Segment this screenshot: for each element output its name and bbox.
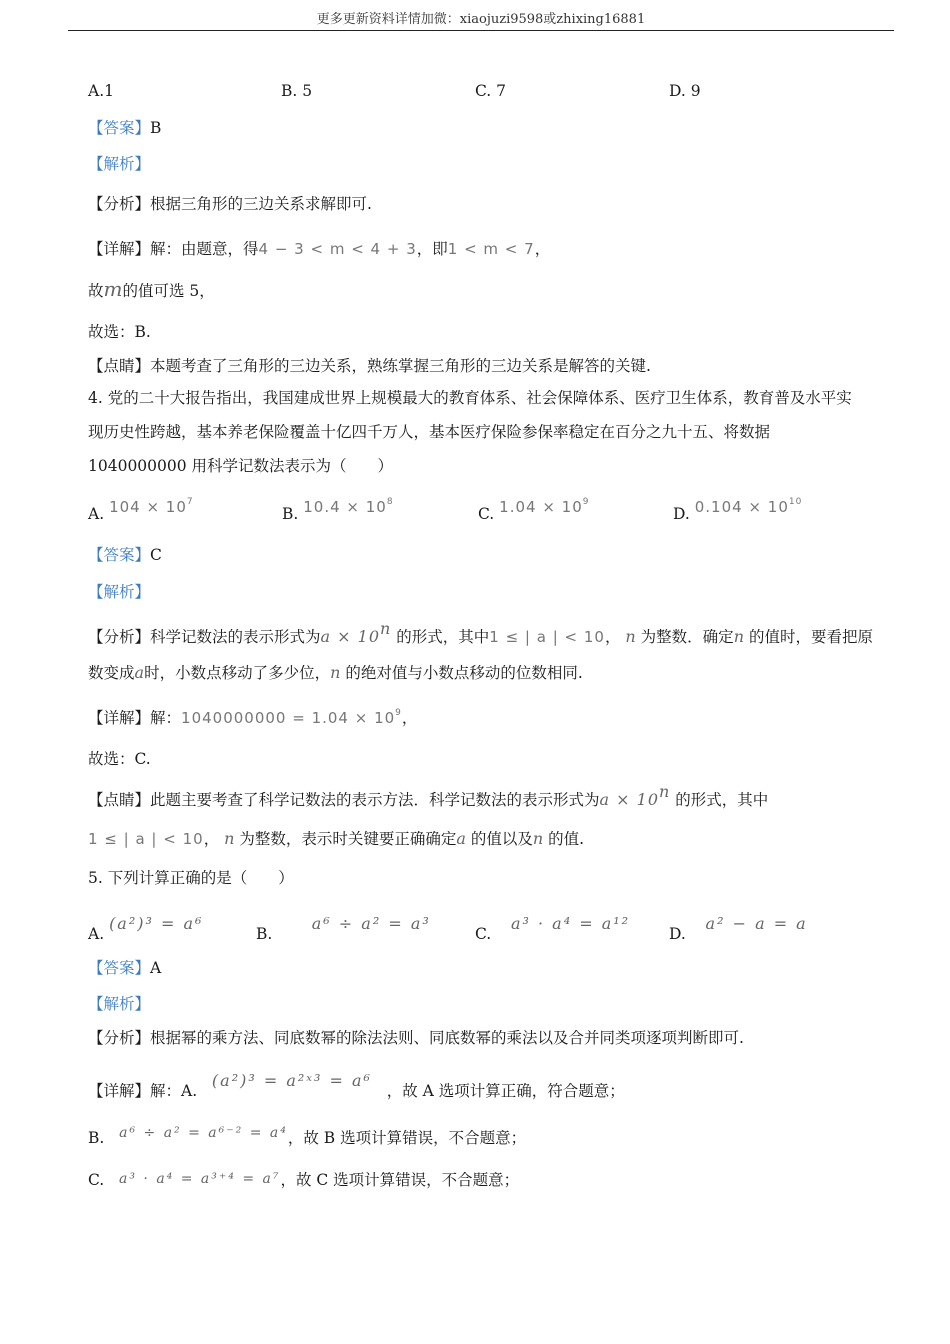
text: B. bbox=[88, 1129, 105, 1147]
q5-option-d bbox=[669, 914, 808, 945]
text: ，故 C 选项计算错误，不合题意； bbox=[280, 1171, 520, 1189]
fenxi-tag: 【分析】 bbox=[88, 628, 151, 646]
math-exp: 9 bbox=[395, 708, 402, 718]
math-base: 0.104 × 10 bbox=[694, 498, 789, 516]
q4-option-d bbox=[673, 497, 803, 525]
q5-option-c bbox=[475, 914, 631, 945]
q4-choose: 故选：C. bbox=[88, 750, 151, 768]
q4-option-a bbox=[88, 497, 194, 525]
q5-stem: 5. 下列计算正确的是（ ） bbox=[88, 869, 294, 887]
q4-detail bbox=[88, 707, 862, 729]
option-label: A. bbox=[88, 925, 105, 943]
option-math bbox=[303, 498, 393, 516]
option-math: a⁶ ÷ a² = a³ bbox=[311, 914, 431, 933]
math-exp: 8 bbox=[386, 497, 394, 507]
text: 的值. bbox=[548, 830, 585, 848]
math-exp: 10 bbox=[788, 497, 803, 507]
text: 的值以及 bbox=[470, 830, 533, 848]
math-base: a × 10 bbox=[599, 790, 660, 809]
q3-option-a: A.1 bbox=[88, 82, 114, 100]
text: 科学记数法的表示形式为 bbox=[150, 628, 321, 646]
math bbox=[599, 782, 671, 809]
math-base: 1040000000 = 1.04 × 10 bbox=[181, 709, 396, 727]
dianjing-tag: 【点睛】 bbox=[88, 357, 151, 375]
text: 此题主要考查了科学记数法的表示方法．科学记数法的表示形式为 bbox=[150, 791, 600, 809]
math: 1 ≤ | a | < 10 bbox=[88, 830, 204, 848]
q4-fenxi-line2 bbox=[88, 662, 862, 684]
q3-option-b: B. 5 bbox=[281, 82, 313, 100]
math: (a²)³ = a²ˣ³ = a⁶ bbox=[211, 1071, 372, 1090]
math-var: a bbox=[456, 829, 466, 848]
page-header: 更多更新资料详情加微：xiaojuzi9598或zhixing16881 bbox=[68, 10, 894, 31]
math-var: n bbox=[733, 627, 744, 646]
option-math: a³ · a⁴ = a¹² bbox=[510, 914, 631, 933]
math-base: 1.04 × 10 bbox=[499, 498, 583, 516]
math-var: n bbox=[625, 627, 636, 646]
answer-tag: 【答案】 bbox=[88, 546, 151, 564]
dianjing-text: 本题考查了三角形的三边关系，熟练掌握三角形的三边关系是解答的关键. bbox=[150, 357, 651, 375]
option-label: D. bbox=[669, 925, 686, 943]
answer-value: B bbox=[150, 119, 162, 137]
q3-choose: 故选：B. bbox=[88, 323, 151, 341]
math-exp: n bbox=[380, 619, 392, 638]
math-base: a × 10 bbox=[320, 627, 381, 646]
q5-detail-c bbox=[88, 1169, 862, 1192]
detail-text: ，即 bbox=[416, 240, 448, 258]
q5-options bbox=[88, 914, 862, 949]
q5-fenxi bbox=[88, 1027, 862, 1049]
math-exp: 9 bbox=[582, 497, 590, 507]
q4-dianjing bbox=[88, 782, 862, 811]
q5-option-a bbox=[88, 914, 204, 945]
q5-analysis-tag: 【解析】 bbox=[88, 995, 151, 1013]
text: 时，小数点移动了多少位， bbox=[144, 664, 331, 682]
detail-math: 1 < m < 7 bbox=[447, 240, 535, 258]
text: 故 bbox=[88, 282, 104, 300]
detail-math: 4 − 3 < m < 4 + 3 bbox=[258, 240, 417, 258]
q5-option-b bbox=[256, 914, 431, 945]
q3-detail bbox=[88, 238, 862, 260]
option-math bbox=[499, 498, 589, 516]
q4-dianjing-line2 bbox=[88, 828, 862, 850]
math-exp: 7 bbox=[186, 497, 194, 507]
option-math: (a²)³ = a⁶ bbox=[109, 914, 204, 933]
q5-detail-b bbox=[88, 1127, 862, 1150]
answer-tag: 【答案】 bbox=[88, 119, 151, 137]
q4-option-c bbox=[478, 497, 590, 525]
q3-option-c: C. 7 bbox=[475, 82, 507, 100]
option-math: a² − a = a bbox=[705, 914, 808, 933]
text: 的形式，其中 bbox=[675, 791, 769, 809]
q5-answer bbox=[88, 957, 862, 979]
q3-fenxi bbox=[88, 193, 862, 215]
q4-stem: 4. 党的二十大报告指出，我国建成世界上规模最大的教育体系、社会保障体系、医疗卫生体系，教育普及水平实现历史性跨越，基本养老保险覆盖十亿四千万人，基本医疗保险参保率稳定在百分之九十五、将数据 1040000000 用科学记数法表示为（ ） bbox=[88, 389, 852, 475]
answer-value: A bbox=[150, 959, 162, 977]
text: 为整数．确定 bbox=[640, 628, 734, 646]
detail-text: 解：由题意，得 bbox=[150, 240, 259, 258]
math: 1 ≤ | a | < 10 bbox=[489, 628, 605, 646]
answer-value: C bbox=[150, 546, 162, 564]
text: 的值时，要看把原 bbox=[748, 628, 873, 646]
math-var: m bbox=[103, 277, 123, 301]
text: ， bbox=[604, 628, 621, 646]
q5-detail bbox=[88, 1071, 862, 1102]
option-label: D. bbox=[673, 505, 690, 523]
text: 的值可选 5， bbox=[122, 282, 215, 300]
math: a³ · a⁴ = a³⁺⁴ = a⁷ bbox=[119, 1171, 281, 1187]
text: 数变成 bbox=[88, 664, 135, 682]
option-label: A. bbox=[88, 505, 105, 523]
option-label: B. bbox=[256, 925, 273, 943]
option-label: C. bbox=[475, 925, 492, 943]
text: ， bbox=[203, 830, 220, 848]
math-base: 104 × 10 bbox=[109, 498, 187, 516]
text: ， bbox=[401, 709, 418, 727]
text: ，故 A 选项计算正确，符合题意； bbox=[386, 1082, 625, 1100]
q4-analysis-tag: 【解析】 bbox=[88, 583, 151, 601]
detail-tag: 【详解】 bbox=[88, 240, 151, 258]
option-math bbox=[695, 498, 803, 516]
math: a⁶ ÷ a² = a⁶⁻² = a⁴ bbox=[119, 1125, 288, 1141]
dianjing-tag: 【点睛】 bbox=[88, 791, 151, 809]
math-var: a bbox=[134, 663, 145, 682]
math-exp: n bbox=[659, 782, 671, 801]
math bbox=[320, 619, 392, 646]
text: 解：A. bbox=[150, 1082, 198, 1100]
option-math bbox=[109, 498, 194, 516]
text: ，故 B 选项计算错误，不合题意； bbox=[287, 1129, 527, 1147]
q3-option-d: D. 9 bbox=[669, 82, 701, 100]
q3-dianjing bbox=[88, 355, 862, 377]
text: 为整数，表示时关键要正确确定 bbox=[239, 830, 457, 848]
q3-answer bbox=[88, 117, 862, 139]
math-var: n bbox=[224, 829, 235, 848]
math-var: n bbox=[330, 663, 341, 682]
math bbox=[181, 709, 402, 727]
text: 的形式，其中 bbox=[396, 628, 490, 646]
q4-answer bbox=[88, 544, 862, 566]
answer-tag: 【答案】 bbox=[88, 959, 151, 977]
q3-analysis-tag: 【解析】 bbox=[88, 155, 151, 173]
fenxi-tag: 【分析】 bbox=[88, 195, 151, 213]
text: 解： bbox=[150, 709, 182, 727]
detail-tag: 【详解】 bbox=[88, 709, 151, 727]
option-label: B. bbox=[282, 505, 299, 523]
q4-fenxi bbox=[88, 619, 873, 648]
fenxi-tag: 【分析】 bbox=[88, 1029, 151, 1047]
q4-option-b bbox=[282, 497, 394, 525]
detail-tag: 【详解】 bbox=[88, 1082, 151, 1100]
detail-text: ， bbox=[534, 240, 551, 258]
q3-detail-line2 bbox=[88, 278, 862, 302]
fenxi-text: 根据三角形的三边关系求解即可. bbox=[150, 195, 372, 213]
math-base: 10.4 × 10 bbox=[303, 498, 387, 516]
text: 的绝对值与小数点移动的位数相同. bbox=[345, 664, 583, 682]
option-label: C. bbox=[478, 505, 495, 523]
text: C. bbox=[88, 1171, 105, 1189]
fenxi-text: 根据幂的乘方法、同底数幂的除法法则、同底数幂的乘法以及合并同类项逐项判断即可. bbox=[150, 1029, 744, 1047]
math-var: n bbox=[532, 829, 544, 848]
